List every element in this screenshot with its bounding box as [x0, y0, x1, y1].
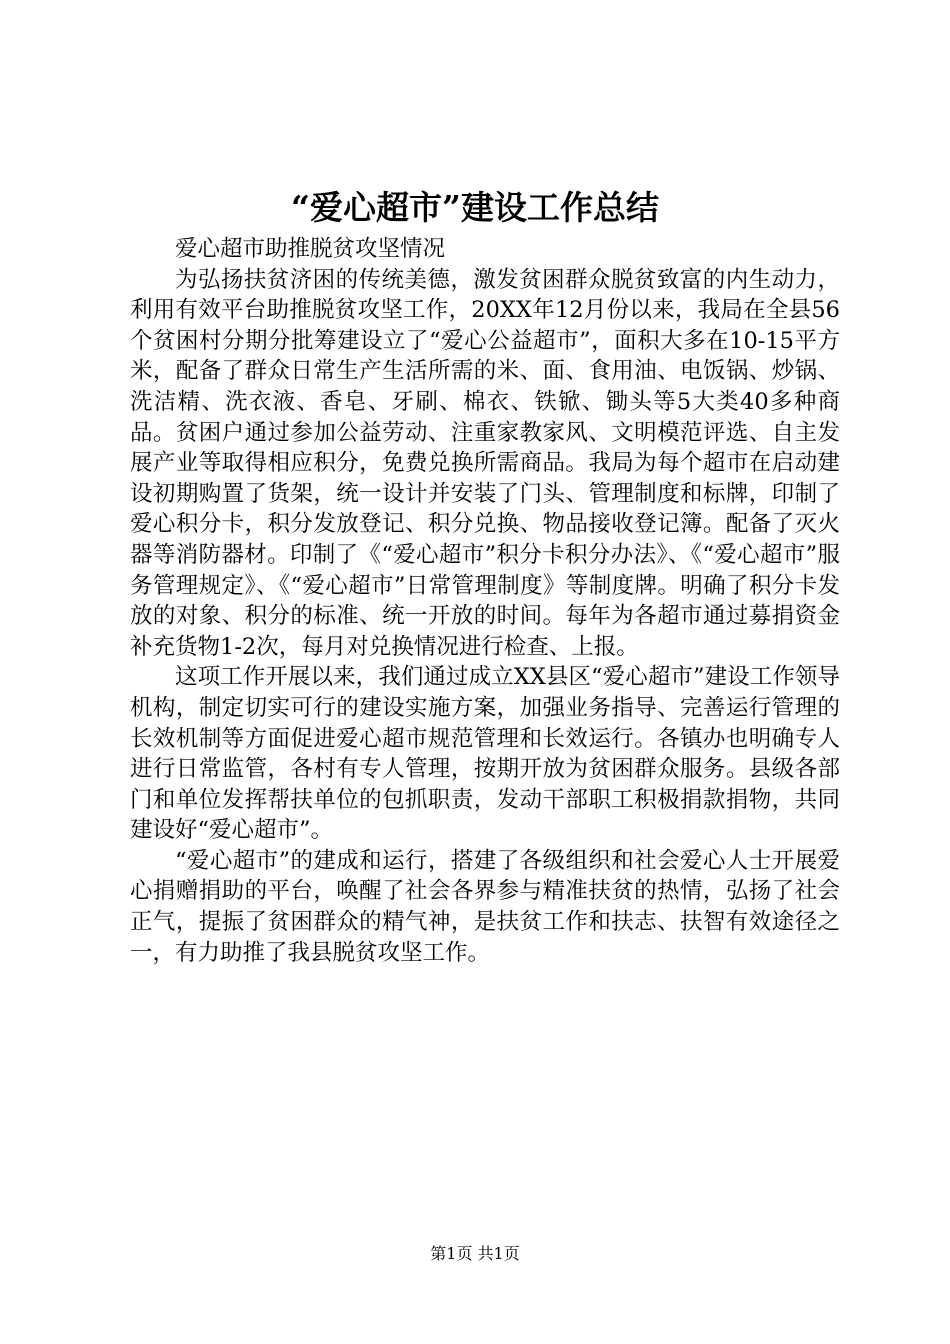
document-subtitle: 爱心超市助推脱贫攻坚情况: [175, 236, 446, 262]
document-body: [130, 234, 840, 968]
page-footer: 第1页 共1页: [430, 1244, 520, 1263]
paragraph-3: “爱心超市”的建成和运行，搭建了各级组织和社会爱心人士开展爱心捐赠捐助的平台，唤醒了社会各界参与精准扶贫的热情，弘扬了社会正气，提振了贫困群众的精气神，是扶贫工作和扶志、扶智有效途径之一，有力助推了我县脱贫攻坚工作。: [130, 847, 840, 966]
paragraph-1: 为弘扬扶贫济困的传统美德，激发贫困群众脱贫致富的内生动力，利用有效平台助推脱贫攻坚工作，20XX年12月份以来，我局在全县56个贫困村分期分批筹建设立了“爱心公益超市”，面积大多在10-15平方米，配备了群众日常生产生活所需的米、面、食用油、电饭锅、炒锅、洗洁精、洗衣液、香皂、牙刷、棉衣、铁锨、锄头等5大类40多种商品。贫困户通过参加公益劳动、注重家教家风、文明模范评选、自主发展产业等取得相应积分，免费兑换所需商品。我局为每个超市在启动建设初期购置了货架，统一设计并安装了门头、管理制度和标牌，印制了爱心积分卡，积分发放登记、积分兑换、物品接收登记簿。配备了灭火器等消防器材。印制了《“爱心超市”积分卡积分办法》、《“爱心超市”服务管理规定》、《“爱心超市”日常管理制度》等制度牌。明确了积分卡发放的对象、积分的标准、统一开放的时间。每年为各超市通过募捐资金补充货物1-2次，每月对兑换情况进行检查、上报。: [130, 266, 840, 660]
paragraph-2: 这项工作开展以来，我们通过成立XX县区“爱心超市”建设工作领导机构，制定切实可行的建设实施方案，加强业务指导、完善运行管理的长效机制等方面促进爱心超市规范管理和长效运行。各镇办也明确专人进行日常监管，各村有专人管理，按期开放为贫困群众服务。县级各部门和单位发挥帮扶单位的包抓职责，发动干部职工积极捐款捐物，共同建设好“爱心超市”。: [130, 664, 840, 844]
document-title: “爱心超市”建设工作总结: [291, 188, 659, 227]
